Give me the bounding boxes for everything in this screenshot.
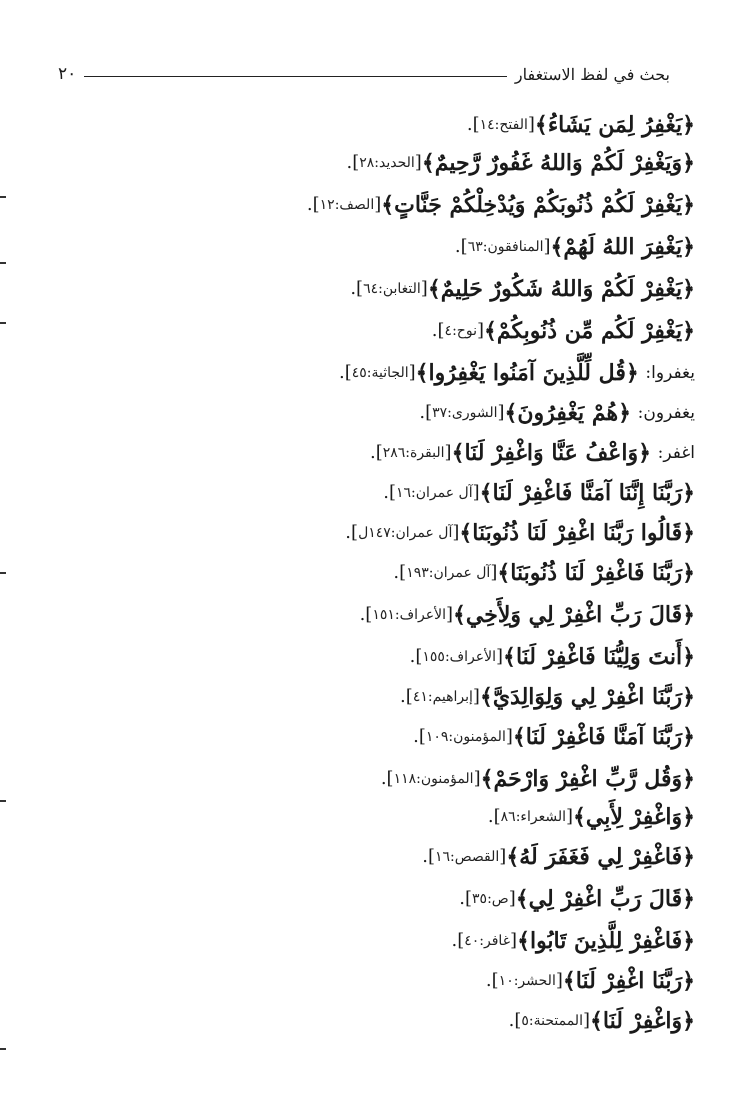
ref-close-bracket: ] bbox=[427, 846, 435, 867]
open-quote-bracket: ﴿ bbox=[682, 644, 695, 670]
ref-open-bracket: [ bbox=[374, 194, 382, 215]
ref-open-bracket: [ bbox=[505, 726, 513, 747]
ref-open-bracket: [ bbox=[497, 402, 505, 423]
page-number: ٢٠ bbox=[58, 64, 77, 84]
verse-line bbox=[381, 762, 695, 796]
ref-open-bracket: [ bbox=[582, 1010, 590, 1031]
open-quote-bracket: ﴿ bbox=[618, 400, 631, 426]
line-end-dot: . bbox=[508, 1010, 515, 1031]
ref-close-bracket: ] bbox=[312, 194, 320, 215]
verse-reference: الصف:١٢ bbox=[319, 197, 375, 213]
verse-reference: الأعراف:١٥١ bbox=[372, 607, 446, 623]
quran-verse: رَبَّنَا إِنَّنَا آمَنَّا فَاغْفِرْ لَنَا bbox=[492, 480, 683, 506]
verse-line bbox=[488, 800, 695, 834]
ref-open-bracket: [ bbox=[420, 278, 428, 299]
quran-verse: رَبَّنَا اغْفِرْ لِي وَلِوَالِدَيَّ bbox=[492, 684, 683, 710]
open-quote-bracket: ﴿ bbox=[682, 766, 695, 792]
close-quote-bracket: ﴾ bbox=[517, 928, 530, 954]
ref-open-bracket: [ bbox=[496, 646, 504, 667]
margin-mark bbox=[0, 800, 6, 802]
verse-line bbox=[307, 188, 695, 222]
quran-verse: رَبَّنَا آمَنَّا فَاغْفِرْ لَنَا bbox=[525, 724, 683, 750]
verse-line bbox=[509, 1004, 695, 1038]
ref-open-bracket: [ bbox=[476, 320, 484, 341]
ref-open-bracket: [ bbox=[527, 114, 535, 135]
open-quote-bracket: ﴿ bbox=[638, 440, 651, 466]
verse-line bbox=[432, 314, 695, 348]
line-end-dot: . bbox=[422, 846, 428, 867]
ref-close-bracket: ] bbox=[472, 114, 480, 135]
close-quote-bracket: ﴾ bbox=[480, 766, 494, 792]
quran-verse: وَاعْفُ عَنَّا وَاغْفِرْ لَنَا bbox=[464, 440, 639, 466]
line-end-dot: . bbox=[346, 152, 353, 173]
ref-close-bracket: ] bbox=[388, 482, 396, 503]
close-quote-bracket: ﴾ bbox=[497, 560, 511, 586]
verse-reference: الممتحنة:٥ bbox=[521, 1013, 583, 1029]
quran-verse: هُمْ يَغْفِرُونَ bbox=[517, 400, 619, 426]
ref-close-bracket: ] bbox=[418, 726, 426, 747]
margin-mark bbox=[0, 262, 6, 264]
verse-reference: آل عمران:١٦ bbox=[395, 485, 473, 501]
verse-reference: الشورى:٣٧ bbox=[432, 405, 498, 421]
verse-line bbox=[393, 556, 695, 590]
open-quote-bracket: ﴿ bbox=[682, 276, 695, 302]
close-quote-bracket: ﴾ bbox=[512, 724, 526, 750]
line-end-dot: . bbox=[431, 320, 438, 341]
ref-close-bracket: ] bbox=[465, 888, 473, 909]
ref-close-bracket: ] bbox=[514, 1010, 522, 1031]
quran-verse: وَاغْفِرْ لِأَبِي bbox=[585, 804, 683, 830]
line-end-dot: . bbox=[419, 402, 426, 423]
verse-line bbox=[339, 356, 695, 390]
verse-reference: الحشر:١٠ bbox=[498, 973, 556, 989]
ref-close-bracket: ] bbox=[352, 152, 360, 173]
open-quote-bracket: ﴿ bbox=[682, 480, 695, 506]
open-quote-bracket: ﴿ bbox=[682, 560, 695, 586]
quran-verse: يَغْفِرْ لَكُمْ وَاللهُ شَكُورٌ حَلِيمٌ bbox=[440, 276, 683, 302]
line-end-dot: . bbox=[359, 604, 366, 625]
ref-close-bracket: ] bbox=[344, 362, 352, 383]
ref-open-bracket: [ bbox=[510, 930, 518, 951]
open-quote-bracket: ﴿ bbox=[682, 804, 695, 830]
close-quote-bracket: ﴾ bbox=[503, 644, 516, 670]
open-quote-bracket: ﴿ bbox=[682, 112, 695, 138]
ref-close-bracket: ] bbox=[460, 236, 468, 257]
quran-verse: رَبَّنَا فَاغْفِرْ لَنَا ذُنُوبَنَا bbox=[510, 560, 683, 586]
ref-open-bracket: [ bbox=[452, 522, 460, 543]
verse-line bbox=[459, 882, 695, 916]
close-quote-bracket: ﴾ bbox=[421, 150, 435, 176]
line-end-dot: . bbox=[400, 686, 406, 707]
close-quote-bracket: ﴾ bbox=[484, 318, 497, 344]
quran-verse: وَيَغْفِرْ لَكُمْ وَاللهُ غَفُورٌ رَّحِيمٌ bbox=[434, 150, 683, 176]
quran-verse: يَغْفِرْ لَكُمْ ذُنُوبَكُمْ وَيُدْخِلْكُمْ جَنَّاتٍ bbox=[394, 192, 683, 218]
verse-reference: إبراهيم:٤١ bbox=[412, 689, 473, 705]
verse-reference: الفتح:١٤ bbox=[479, 117, 528, 133]
quran-verse: فَاغْفِرْ لِي فَغَفَرَ لَهُ bbox=[519, 844, 683, 870]
line-end-dot: . bbox=[487, 806, 494, 827]
verse-reference: الحديد:٢٨ bbox=[359, 155, 415, 171]
close-quote-bracket: ﴾ bbox=[573, 804, 586, 830]
verse-line bbox=[419, 396, 695, 430]
ref-close-bracket: ] bbox=[356, 278, 364, 299]
open-quote-bracket: ﴿ bbox=[682, 150, 695, 176]
quran-verse: قَالُوا رَبَّنَا اغْفِرْ لَنَا ذُنُوبَنَا bbox=[472, 520, 683, 546]
ref-open-bracket: [ bbox=[472, 482, 480, 503]
verse-reference: الشعراء:٨٦ bbox=[500, 809, 566, 825]
ref-open-bracket: [ bbox=[472, 686, 480, 707]
verse-line bbox=[451, 924, 695, 958]
verse-lead-word: يغفرون: bbox=[637, 403, 695, 423]
quran-verse: وَقُل رَّبِّ اغْفِرْ وَارْحَمْ bbox=[493, 766, 683, 792]
line-end-dot: . bbox=[338, 362, 345, 383]
verse-reference: ص:٣٥ bbox=[472, 891, 509, 907]
quran-verse: أَنتَ وَلِيُّنَا فَاغْفِرْ لَنَا bbox=[515, 644, 683, 670]
verse-line bbox=[350, 272, 695, 306]
verse-line bbox=[383, 476, 695, 510]
ref-close-bracket: ] bbox=[405, 686, 413, 707]
verse-reference: البقرة:٢٨٦ bbox=[382, 445, 445, 461]
ref-open-bracket: [ bbox=[414, 152, 422, 173]
line-end-dot: . bbox=[393, 562, 400, 583]
ref-close-bracket: ] bbox=[375, 442, 383, 463]
verse-line bbox=[346, 146, 695, 180]
line-end-dot: . bbox=[413, 726, 419, 747]
line-end-dot: . bbox=[454, 236, 461, 257]
verse-lead-word: يغفروا: bbox=[645, 363, 695, 383]
verse-line bbox=[410, 640, 695, 674]
close-quote-bracket: ﴾ bbox=[590, 1008, 603, 1034]
quran-verse: يَغْفِرَ اللهُ لَهُمْ bbox=[563, 234, 683, 260]
line-end-dot: . bbox=[369, 442, 376, 463]
close-quote-bracket: ﴾ bbox=[479, 684, 493, 710]
close-quote-bracket: ﴾ bbox=[515, 886, 529, 912]
verse-lead-word: اغفر: bbox=[657, 443, 695, 463]
quran-verse: وَاغْفِرْ لَنَا bbox=[602, 1008, 683, 1034]
verse-line bbox=[413, 720, 695, 754]
verse-reference: المؤمنون:١٠٩ bbox=[425, 729, 506, 745]
open-quote-bracket: ﴿ bbox=[682, 234, 695, 260]
ref-open-bracket: [ bbox=[566, 806, 574, 827]
ref-open-bracket: [ bbox=[444, 442, 452, 463]
line-end-dot: . bbox=[466, 114, 473, 135]
open-quote-bracket: ﴿ bbox=[682, 886, 695, 912]
close-quote-bracket: ﴾ bbox=[381, 192, 395, 218]
quran-verse: قُل لِّلَّذِينَ آمَنُوا يَغْفِرُوا bbox=[428, 360, 626, 386]
close-quote-bracket: ﴾ bbox=[453, 602, 466, 628]
ref-close-bracket: ] bbox=[415, 646, 423, 667]
ref-open-bracket: [ bbox=[445, 604, 453, 625]
line-end-dot: . bbox=[383, 482, 389, 503]
open-quote-bracket: ﴿ bbox=[682, 928, 695, 954]
verse-line bbox=[422, 840, 695, 874]
ref-open-bracket: [ bbox=[499, 846, 507, 867]
verse-line bbox=[486, 964, 695, 998]
ref-close-bracket: ] bbox=[425, 402, 433, 423]
ref-open-bracket: [ bbox=[543, 236, 551, 257]
ref-close-bracket: ] bbox=[365, 604, 373, 625]
verse-reference: غافر:٤٠ bbox=[464, 933, 511, 949]
verse-reference: القصص:١٦ bbox=[434, 849, 500, 865]
ref-close-bracket: ] bbox=[399, 562, 407, 583]
running-title: بحث في لفظ الاستغفار bbox=[514, 65, 670, 84]
quran-verse: رَبَّنَا اغْفِرْ لَنَا bbox=[575, 968, 683, 994]
verse-line bbox=[370, 436, 695, 470]
verse-reference: آل عمران:١٩٣ bbox=[406, 565, 491, 581]
margin-mark bbox=[0, 322, 6, 324]
ref-open-bracket: [ bbox=[555, 970, 563, 991]
ref-open-bracket: [ bbox=[473, 768, 481, 789]
open-quote-bracket: ﴿ bbox=[625, 360, 639, 386]
ref-open-bracket: [ bbox=[490, 562, 498, 583]
quran-verse: قَالَ رَبِّ اغْفِرْ لِي وَلِأَخِي bbox=[465, 602, 683, 628]
ref-close-bracket: ] bbox=[386, 768, 394, 789]
open-quote-bracket: ﴿ bbox=[682, 968, 695, 994]
quran-verse: فَاغْفِرْ لِلَّذِينَ تَابُوا bbox=[529, 928, 683, 954]
open-quote-bracket: ﴿ bbox=[682, 724, 695, 750]
close-quote-bracket: ﴾ bbox=[504, 400, 518, 426]
ref-open-bracket: [ bbox=[508, 888, 516, 909]
open-quote-bracket: ﴿ bbox=[682, 520, 695, 546]
close-quote-bracket: ﴾ bbox=[459, 520, 473, 546]
line-end-dot: . bbox=[459, 888, 465, 909]
verse-line bbox=[467, 108, 695, 142]
open-quote-bracket: ﴿ bbox=[682, 1008, 695, 1034]
verse-line bbox=[345, 516, 695, 550]
close-quote-bracket: ﴾ bbox=[451, 440, 465, 466]
close-quote-bracket: ﴾ bbox=[415, 360, 429, 386]
verse-line bbox=[400, 680, 695, 714]
close-quote-bracket: ﴾ bbox=[562, 968, 576, 994]
verse-reference: التغابن:٦٤ bbox=[363, 281, 421, 297]
open-quote-bracket: ﴿ bbox=[682, 684, 695, 710]
verse-reference: الأعراف:١٥٥ bbox=[422, 649, 497, 665]
line-end-dot: . bbox=[345, 522, 352, 543]
verse-reference: نوح:٤ bbox=[444, 323, 477, 339]
line-end-dot: . bbox=[485, 970, 492, 991]
ref-close-bracket: ] bbox=[351, 522, 359, 543]
ref-close-bracket: ] bbox=[457, 930, 465, 951]
close-quote-bracket: ﴾ bbox=[427, 276, 441, 302]
verse-line bbox=[360, 598, 695, 632]
open-quote-bracket: ﴿ bbox=[682, 844, 695, 870]
margin-mark bbox=[0, 1048, 6, 1050]
ref-open-bracket: [ bbox=[408, 362, 416, 383]
close-quote-bracket: ﴾ bbox=[479, 480, 493, 506]
open-quote-bracket: ﴿ bbox=[682, 192, 695, 218]
verse-reference: الجاثية:٤٥ bbox=[351, 365, 409, 381]
margin-mark bbox=[0, 572, 6, 574]
quran-verse: يَغْفِرُ لِمَن يَشَاءُ bbox=[547, 112, 683, 138]
verse-reference: المؤمنون:١١٨ bbox=[393, 771, 474, 787]
line-end-dot: . bbox=[380, 768, 387, 789]
line-end-dot: . bbox=[451, 930, 458, 951]
verse-line bbox=[455, 230, 695, 264]
quran-verse: يَغْفِرْ لَكُم مِّن ذُنُوبِكُمْ bbox=[496, 318, 683, 344]
line-end-dot: . bbox=[306, 194, 313, 215]
verse-reference: آل عمران:١٤٧ل bbox=[358, 525, 453, 541]
close-quote-bracket: ﴾ bbox=[550, 234, 564, 260]
line-end-dot: . bbox=[409, 646, 416, 667]
open-quote-bracket: ﴿ bbox=[682, 318, 695, 344]
quran-verse: قَالَ رَبِّ اغْفِرْ لِي bbox=[528, 886, 683, 912]
close-quote-bracket: ﴾ bbox=[506, 844, 520, 870]
ref-close-bracket: ] bbox=[437, 320, 445, 341]
line-end-dot: . bbox=[350, 278, 357, 299]
verse-reference: المنافقون:٦٣ bbox=[467, 239, 544, 255]
margin-mark bbox=[0, 196, 6, 198]
ref-close-bracket: ] bbox=[491, 970, 499, 991]
open-quote-bracket: ﴿ bbox=[682, 602, 695, 628]
close-quote-bracket: ﴾ bbox=[534, 112, 548, 138]
ref-close-bracket: ] bbox=[493, 806, 501, 827]
